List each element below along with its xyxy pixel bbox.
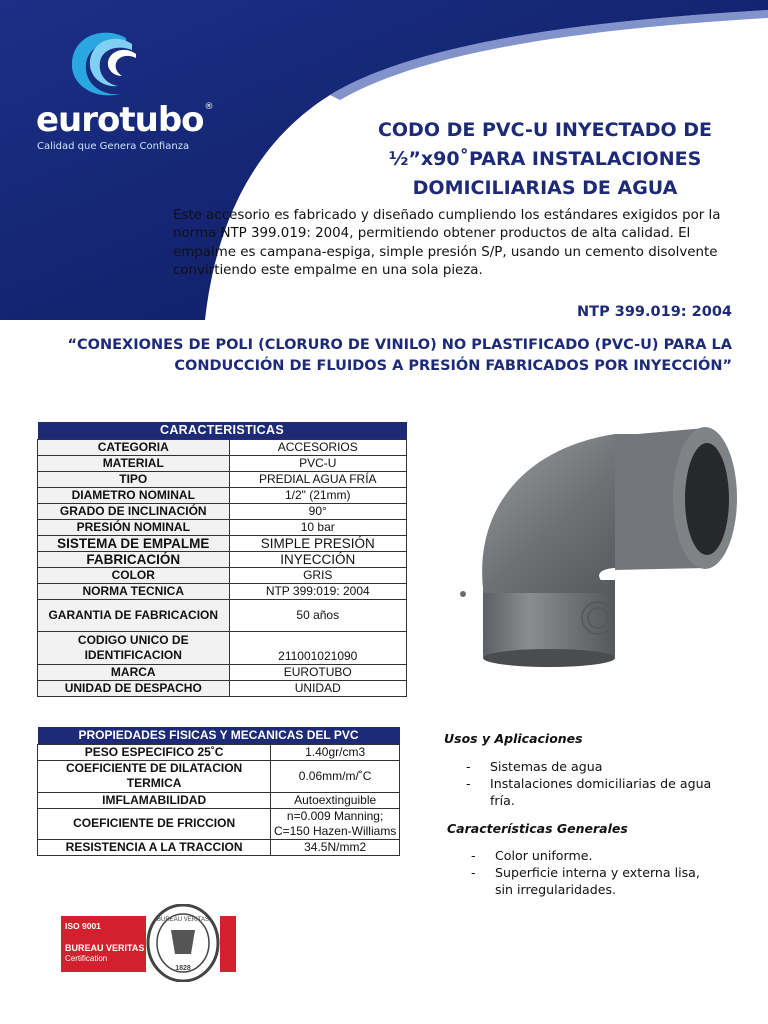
row-value: 50 años	[229, 599, 407, 631]
row-value: NTP 399:019: 2004	[229, 583, 407, 599]
row-key: COEFICIENTE DE FRICCION	[38, 808, 271, 839]
table-row	[38, 808, 400, 839]
table-row	[38, 439, 407, 455]
table-row	[38, 487, 407, 503]
generales-title: Características Generales	[447, 821, 628, 836]
table-row	[38, 519, 407, 535]
cert-line: Certification	[65, 954, 108, 963]
row-key: NORMA TECNICA	[38, 583, 230, 599]
row-value: INYECCIÓN	[229, 551, 407, 567]
row-key: UNIDAD DE DESPACHO	[38, 680, 230, 696]
title-line: ½”x90˚PARA INSTALACIONES	[388, 148, 702, 170]
certification-badge	[61, 904, 236, 982]
norm-title	[32, 335, 732, 377]
bureau-veritas-logo	[61, 904, 236, 982]
table-row	[38, 471, 407, 487]
table-row	[38, 744, 400, 760]
row-key: SISTEMA DE EMPALME	[38, 535, 230, 551]
row-value: 211001021090	[229, 631, 407, 664]
table-row	[38, 631, 407, 664]
cert-line: BUREAU VERITAS	[65, 943, 145, 953]
row-key: TIPO	[38, 471, 230, 487]
table-row	[38, 599, 407, 631]
row-key: IMFLAMABILIDAD	[38, 792, 271, 808]
row-value: PVC-U	[229, 455, 407, 471]
characteristics-header: CARACTERISTICAS	[38, 422, 407, 439]
pvc-elbow-image	[455, 418, 745, 678]
table-row	[38, 455, 407, 471]
table-row	[38, 760, 400, 792]
row-value: 0.06mm/m/˚C	[271, 760, 400, 792]
usos-list	[466, 758, 736, 809]
properties-table	[37, 727, 400, 856]
table-row	[38, 567, 407, 583]
row-value: PREDIAL AGUA FRÍA	[229, 471, 407, 487]
row-value: UNIDAD	[229, 680, 407, 696]
row-key: CATEGORIA	[38, 439, 230, 455]
row-value: EUROTUBO	[229, 664, 407, 680]
row-value: Autoextinguible	[271, 792, 400, 808]
table-row	[38, 680, 407, 696]
brand-name: eurotubo®	[36, 100, 213, 140]
row-key: GRADO DE INCLINACIÓN	[38, 503, 230, 519]
brand-tagline: Calidad que Genera Confianza	[37, 141, 190, 152]
row-key: MATERIAL	[38, 455, 230, 471]
row-key: FABRICACIÓN	[38, 551, 230, 567]
row-value: ACCESORIOS	[229, 439, 407, 455]
row-key: DIAMETRO NOMINAL	[38, 487, 230, 503]
eurotubo-swirl-icon	[66, 28, 150, 100]
seal-text: BUREAU VERITAS	[157, 917, 209, 923]
row-key: RESISTENCIA A LA TRACCION	[38, 839, 271, 855]
row-key: CODIGO UNICO DE IDENTIFICACION	[38, 631, 230, 664]
usos-title: Usos y Aplicaciones	[444, 731, 583, 746]
norm-line: “CONEXIONES DE POLI (CLORURO DE VINILO) NO PLASTIFICADO (PVC-U) PARA LA	[67, 337, 732, 353]
table-row	[38, 792, 400, 808]
norm-line: CONDUCCIÓN DE FLUIDOS A PRESIÓN FABRICADOS POR INYECCIÓN”	[174, 358, 732, 374]
row-value: 34.5N/mm2	[271, 839, 400, 855]
table-row	[38, 664, 407, 680]
table-row	[38, 839, 400, 855]
characteristics-table	[37, 422, 407, 697]
ntp-standard: NTP 399.019: 2004	[577, 304, 732, 320]
table-row	[38, 535, 407, 551]
table-row	[38, 503, 407, 519]
list-item: - Color uniforme.	[471, 847, 721, 864]
cert-line: ISO 9001	[65, 921, 101, 931]
table-row	[38, 551, 407, 567]
row-value: GRIS	[229, 567, 407, 583]
list-item: - Sistemas de agua	[466, 758, 736, 775]
generales-list	[471, 847, 721, 898]
row-value: 90°	[229, 503, 407, 519]
row-value: SIMPLE PRESIÓN	[229, 535, 407, 551]
row-key: MARCA	[38, 664, 230, 680]
row-key: COEFICIENTE DE DILATACION TERMICA	[38, 760, 271, 792]
row-value	[271, 808, 400, 839]
friction-line: n=0.009 Manning;	[286, 808, 384, 823]
row-value: 1/2" (21mm)	[229, 487, 407, 503]
row-key: COLOR	[38, 567, 230, 583]
row-key: PESO ESPECIFICO 25˚C	[38, 744, 271, 760]
page-title	[340, 116, 750, 203]
brand-logo	[36, 28, 213, 152]
friction-line: C=150 Hazen-Williams	[273, 823, 397, 838]
row-key: PRESIÓN NOMINAL	[38, 519, 230, 535]
intro-paragraph: Este accesorio es fabricado y diseñado cumpliendo los estándares exigidos por la norma NTP 399.019: 2004, permitiendo obtener productos de alta calidad. El empalme es campana-espiga, simple presión S/P, usando un cemento disolvente convirtiendo este empalme en una sola pieza.	[173, 208, 721, 279]
row-key: GARANTIA DE FABRICACION	[38, 599, 230, 631]
row-value: 1.40gr/cm3	[271, 744, 400, 760]
seal-year: 1828	[175, 965, 191, 972]
list-item: - Instalaciones domiciliarias de agua fría.	[466, 775, 736, 809]
title-line: DOMICILIARIAS DE AGUA	[412, 177, 678, 199]
title-line: CODO DE PVC-U INYECTADO DE	[377, 119, 713, 141]
properties-header: PROPIEDADES FISICAS Y MECANICAS DEL PVC	[38, 727, 400, 744]
list-item: - Superficie interna y externa lisa, sin irregularidades.	[471, 864, 721, 898]
row-value: 10 bar	[229, 519, 407, 535]
table-row	[38, 583, 407, 599]
